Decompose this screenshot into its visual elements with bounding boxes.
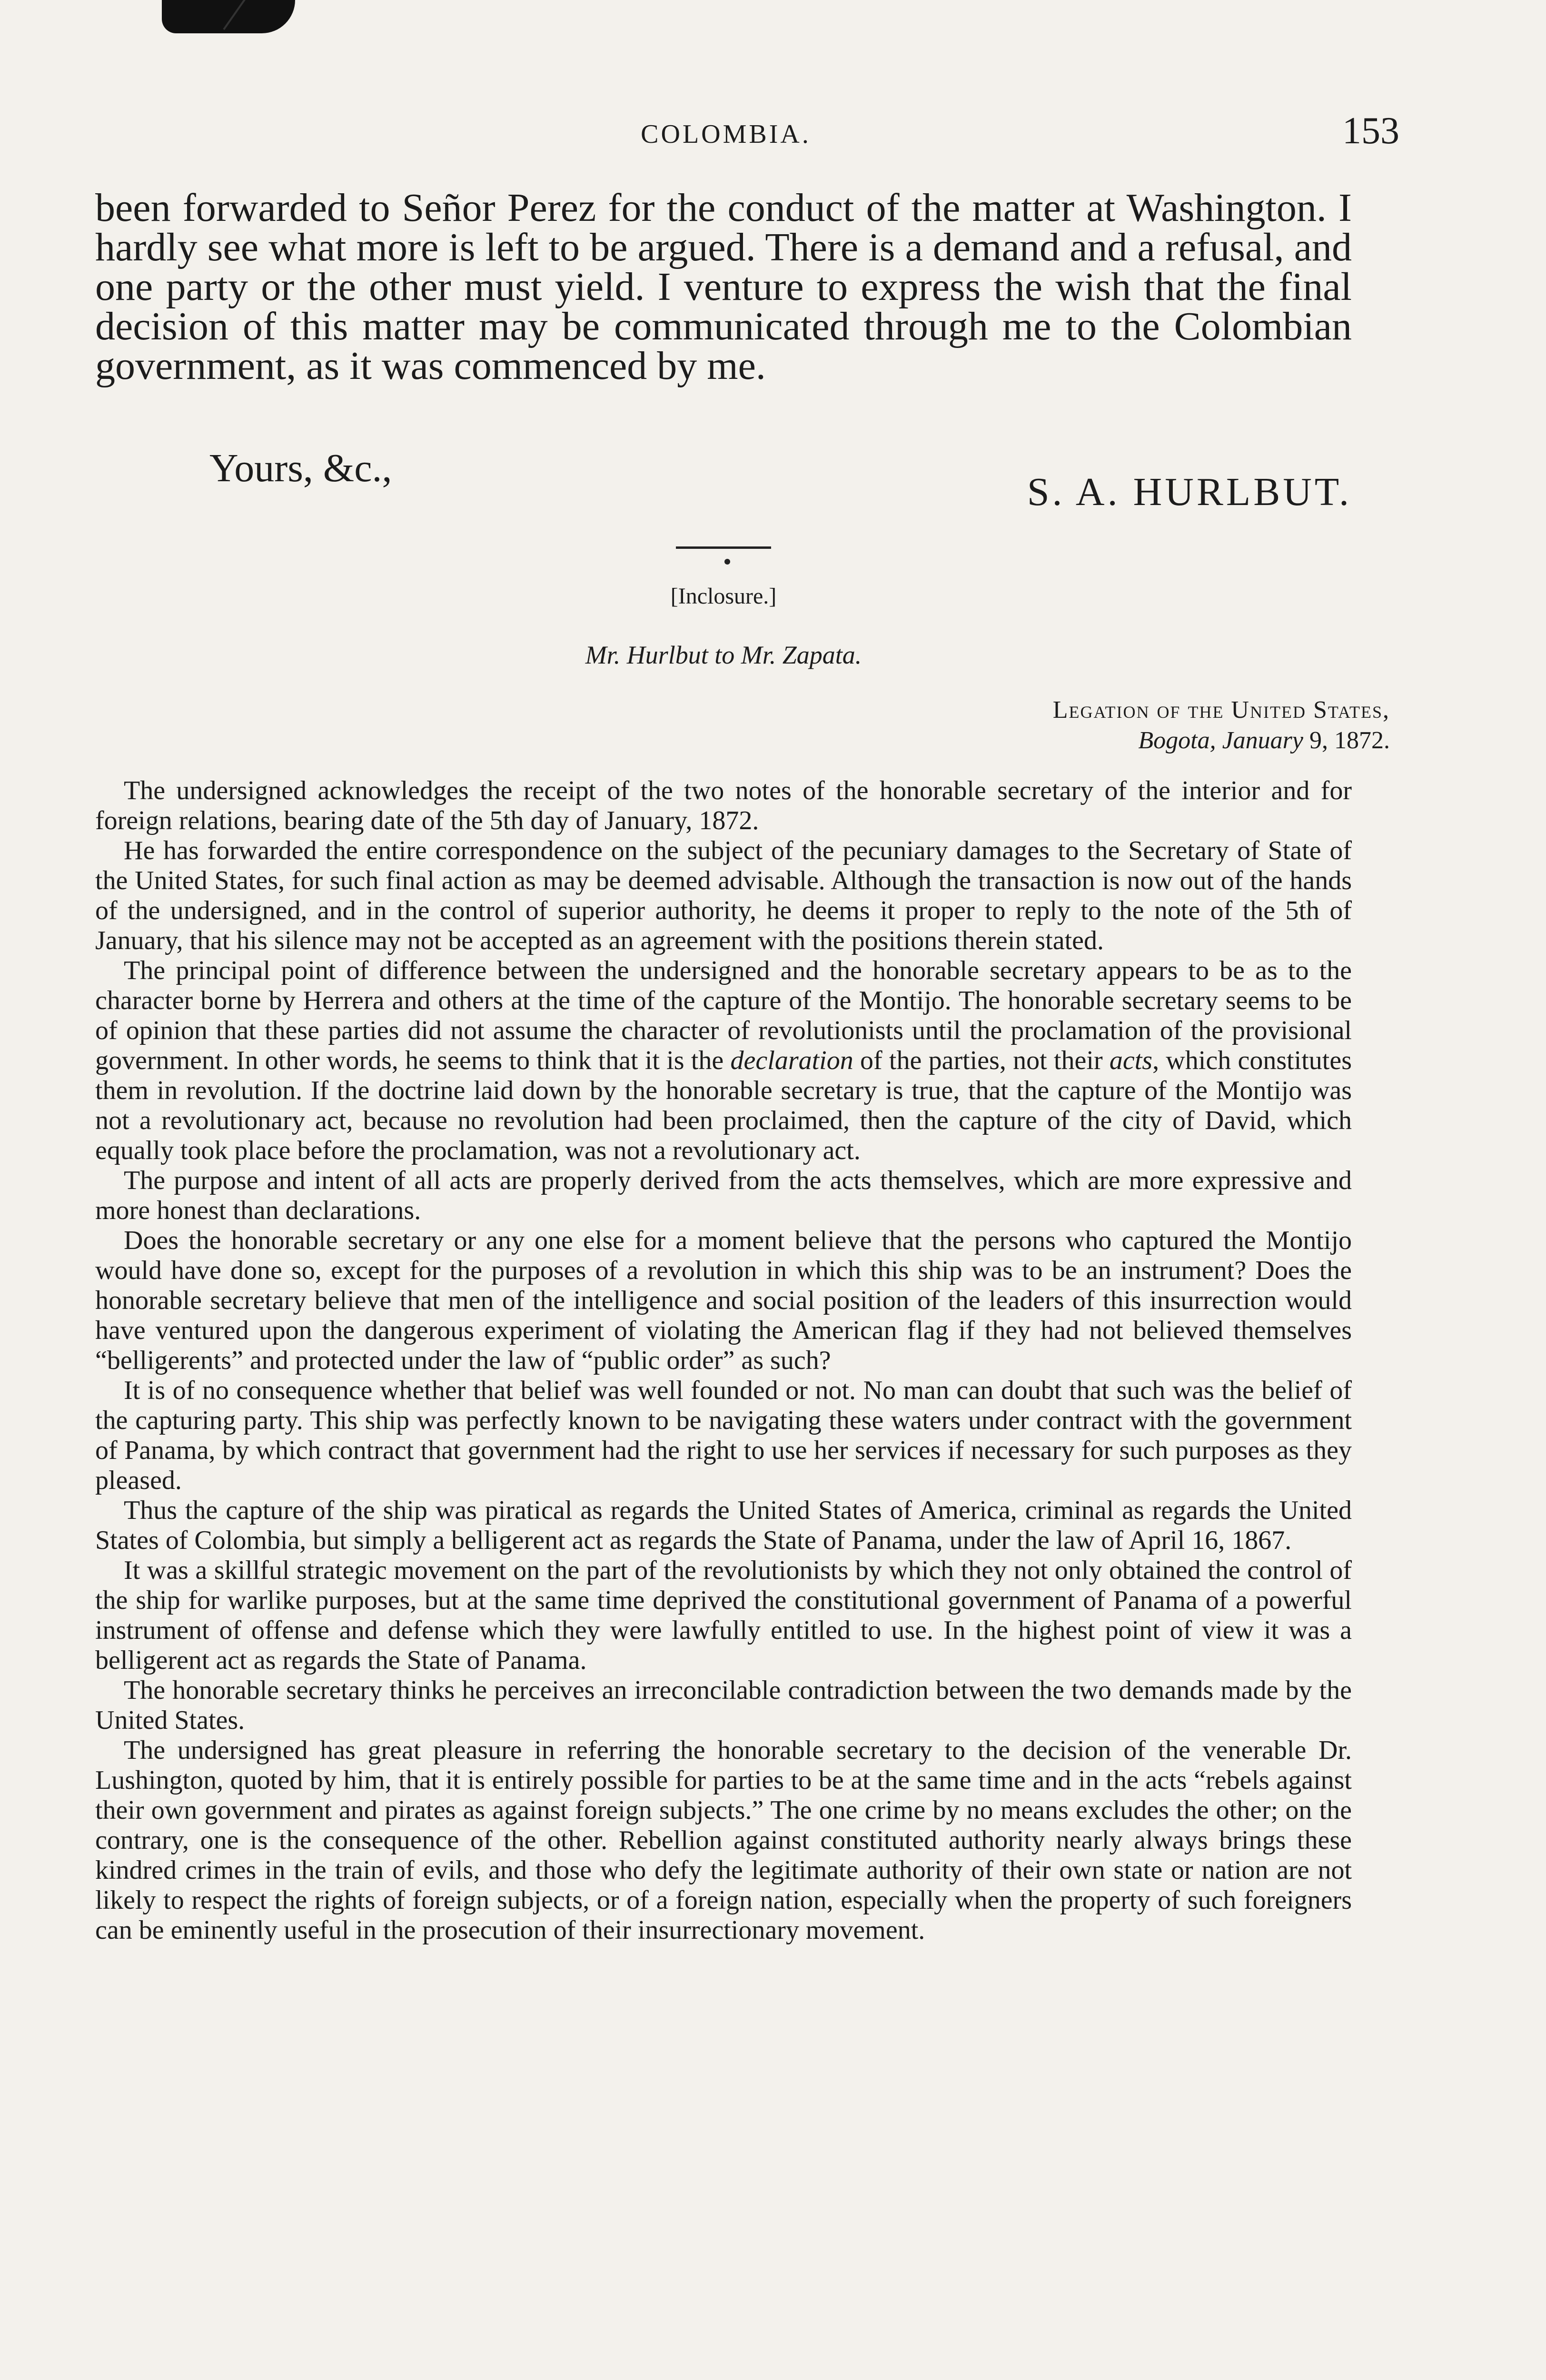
enclosure-label: [Inclosure.]: [670, 584, 777, 609]
body-paragraph: [95, 956, 1352, 1166]
body-paragraph: The undersigned acknowledges the receipt of the two notes of the honorable secretary of the interior and for foreign relations, bearing date of the 5th day of January, 1872.: [95, 776, 1352, 835]
closing-salutation: Yours, &c.,: [209, 446, 392, 490]
letter-heading: Mr. Hurlbut to Mr. Zapata.: [585, 641, 862, 669]
body-paragraph: He has forwarded the entire correspondence on the subject of the pecuniary damages to the Secretary of State of the United States, for such final action as may be deemed advisable. Although the transaction is now out of the hands of the undersigned, and in the control of superior authority, he deems it proper to reply to the note of the 5th of January, that his silence may not be accepted as an agreement with the positions therein stated.: [95, 836, 1352, 955]
body-paragraph: The purpose and intent of all acts are properly derived from the acts themselves, which are more expressive and more honest than declarations.: [95, 1166, 1352, 1225]
letter-body: [95, 776, 1352, 1945]
body-paragraph: It was a skillful strategic movement on the part of the revolutionists by which they not only obtained the control of the ship for warlike purposes, but at the same time deprived the constitutional government of Panama of a powerful instrument of offense and defense which they were lawfully entitled to use. In the highest point of view it was a belligerent act as regards the State of Panama.: [95, 1556, 1352, 1675]
body-paragraph: Thus the capture of the ship was piratical as regards the United States of America, criminal as regards the United States of Colombia, but simply a belligerent act as regards the State of Panama, under the law of April 16, 1867.: [95, 1496, 1352, 1555]
dateline-place-date: [771, 725, 1390, 756]
running-title: COLOMBIA.: [641, 119, 811, 149]
ink-blot: [162, 0, 295, 33]
divider-dot: [724, 559, 730, 565]
running-head: [95, 110, 1409, 162]
dateline-month: January: [1222, 727, 1303, 754]
dateline-organization: Legation of the United States,: [1052, 696, 1390, 724]
emphasis-declaration: declaration: [730, 1046, 853, 1075]
body-paragraph: It is of no consequence whether that belief was well founded or not. No man can doubt that such was the belief of the capturing party. This ship was perfectly known to be navigating these waters under contract with the government of Panama, by which contract that government had the right to use her services if necessary for such purposes as they pleased.: [95, 1376, 1352, 1495]
body-text: , which constitutes them in revolution. If the doctrine laid down by the honorable secretary is true, that the capture of the Montijo was not a revolutionary act, because no revolution had been proclaimed, then the capture of the city of David, which equally took place before the proclamation, was not a revolutionary act.: [95, 1046, 1352, 1165]
body-text: of the parties, not their: [853, 1046, 1110, 1075]
body-paragraph: The honorable secretary thinks he perceives an irreconcilable contradiction between the two demands made by the United States.: [95, 1676, 1352, 1735]
dateline: [771, 695, 1390, 756]
lead-paragraph-block: [95, 188, 1352, 386]
section-divider: [676, 546, 771, 549]
page-number: 153: [1342, 110, 1399, 152]
body-text: The principal point of difference between the undersigned and the honorable secretary appears to be as to the character borne by Herrera and others at the time of the capture of the Montijo. The honorable secretary seems to be of opinion that these parties did not assume the character of revolutionists until the proclamation of the provisional government. In other words, he seems to think that it is the: [95, 956, 1352, 1075]
dateline-day: 9, 1872.: [1309, 727, 1390, 754]
signature: S. A. HURLBUT.: [1027, 470, 1352, 514]
body-paragraph: Does the honorable secretary or any one else for a moment believe that the persons who captured the Montijo would have done so, except for the purposes of a revolution in which this ship was to be an instrument? Does the honorable secretary believe that men of the intelligence and social position of the leaders of this insurrection would have ventured upon the dangerous experiment of violating the American flag if they had not believed themselves “belligerents” and protected under the law of “public order” as such?: [95, 1226, 1352, 1375]
lead-paragraph: been forwarded to Señor Perez for the conduct of the matter at Washington. I hardly see what more is left to be argued. There is a demand and a refusal, and one party or the other must yield. I venture to express the wish that the final decision of this matter may be communicated through me to the Colombian government, as it was commenced by me.: [95, 186, 1352, 388]
letter-closing: [95, 445, 1352, 516]
body-paragraph: The undersigned has great pleasure in referring the honorable secretary to the decision of the venerable Dr. Lushington, quoted by him, that it is entirely possible for parties to be at the same time and in the acts “rebels against their own government and pirates as against foreign subjects.” The one crime by no means excludes the other; on the contrary, one is the consequence of the other. Rebellion against constituted authority nearly always brings these kindred crimes in the train of evils, and those who defy the legitimate authority of their own state or nation are not likely to respect the rights of foreign subjects, or of a foreign nation, especially when the property of such foreigners can be eminently useful in the prosecution of their insurrectionary movement.: [95, 1735, 1352, 1945]
dateline-place: Bogota,: [1138, 727, 1216, 754]
emphasis-acts: acts: [1109, 1046, 1153, 1075]
